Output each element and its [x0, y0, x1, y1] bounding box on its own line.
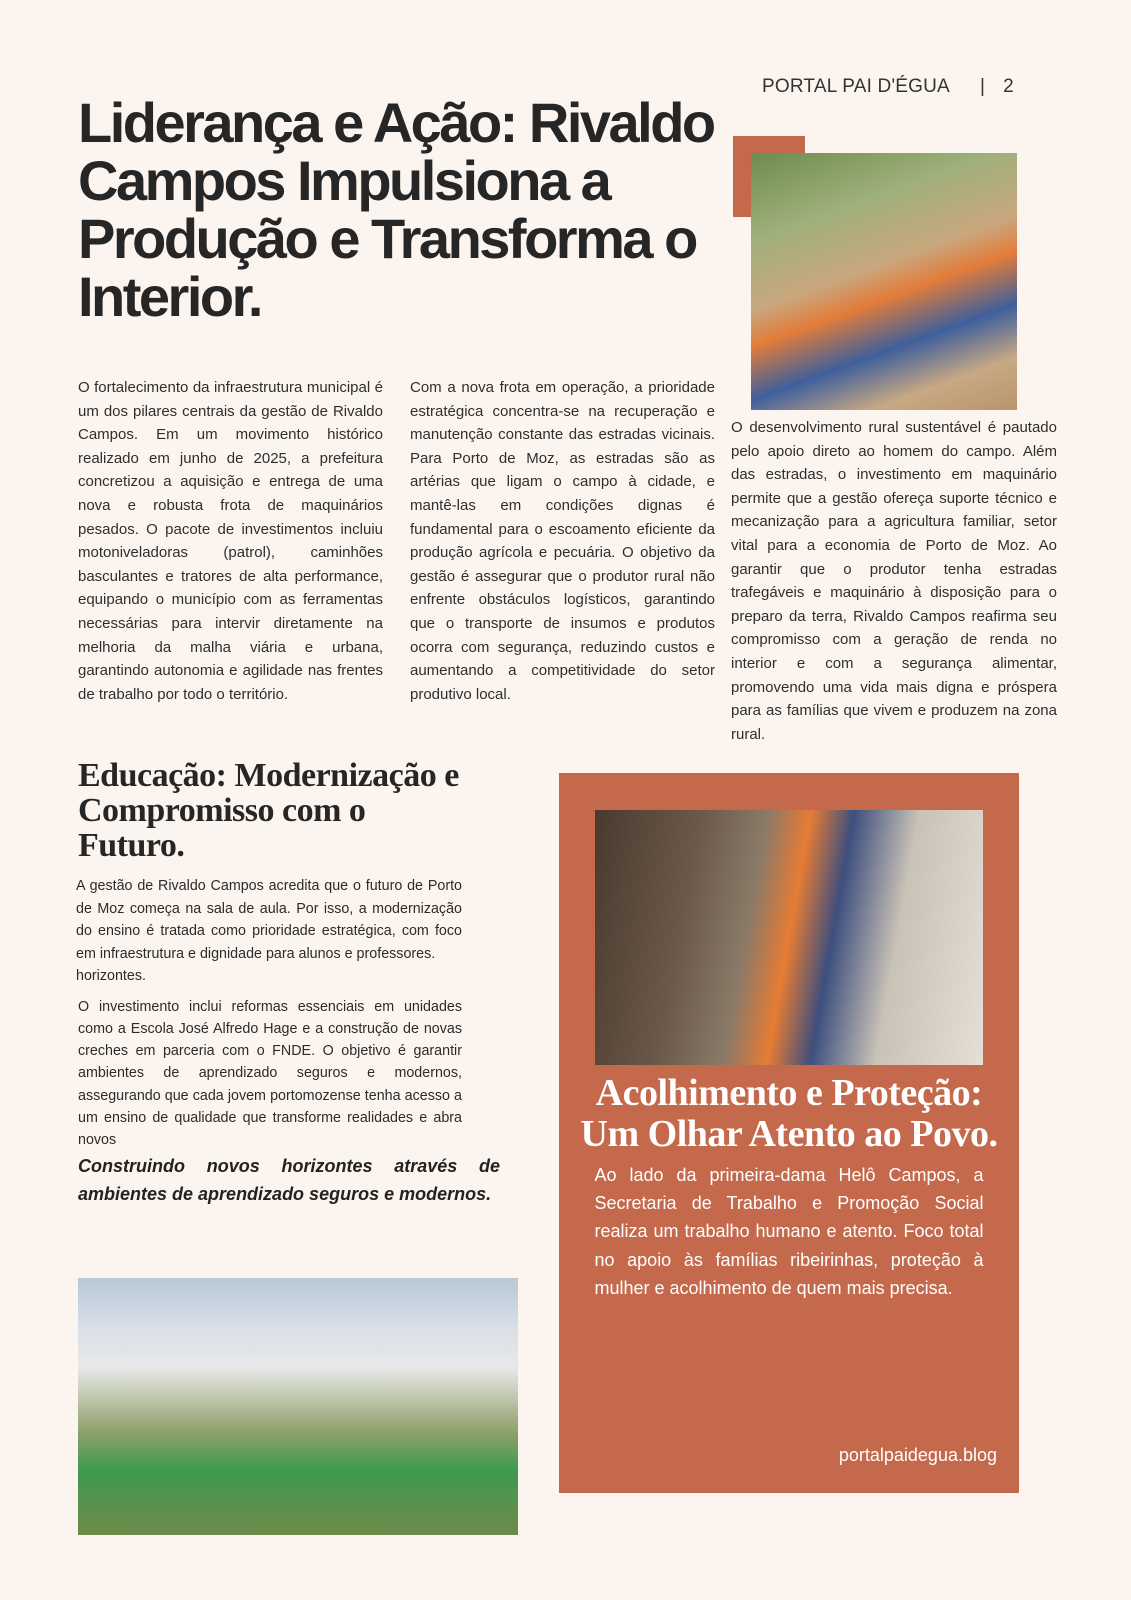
education-heading: Educação: Modernização e Compromisso com o Futuro. — [78, 757, 459, 864]
page-number: 2 — [1003, 76, 1014, 97]
body-column-2: Com a nova frota em operação, a prioridade estratégica concentra-se na recuperação e manutenção constante das estradas vicinais. Para Porto de Moz, as estradas são as artérias que ligam o campo à cidade, e mantê-las em condições dignas é fundamental para o escoamento eficiente da produção agrícola e pecuária. O objetivo da gestão é assegurar que o produtor rural não enfrente obstáculos logísticos, garantindo que o transporte de insumos e produtos ocorra com segurança, reduzindo custos e aumentando a competitividade do setor produtivo local. — [410, 379, 715, 703]
photo-social-assistance-visit — [595, 810, 983, 1065]
education-paragraph-2: O investimento inclui reformas essenciais em unidades como a Escola José Alfredo Hage e a construção de novas creches em parceria com o FNDE. O objetivo é garantir ambientes de aprendizado seguros e modernos, assegurando que cada jovem portomozense tenha acesso a um ensino de qualidade que transforme realidades e abra novos — [78, 998, 462, 1149]
photo-mayor-with-students — [78, 1278, 518, 1535]
education-paragraph-1: A gestão de Rivaldo Campos acredita que o futuro de Porto de Moz começa na sala de aula. Por isso, a modernização do ensino é tratada como prioridade estratégica, com foco em infraestrutura e dignidade para alunos e professores. — [76, 878, 462, 962]
education-section — [76, 758, 500, 1208]
social-feature-box — [559, 773, 1019, 1493]
social-paragraph: Ao lado da primeira-dama Helô Campos, a Secretaria de Trabalho e Promoção Social realiza um trabalho humano e atento. Foco total no apoio às famílias ribeirinhas, proteção à mulher e acolhimento de quem mais precisa. — [594, 1165, 984, 1298]
education-pull-quote: Construindo novos horizontes através de ambientes de aprendizado seguros e modernos. — [78, 1155, 500, 1204]
photo-mayor-with-farmers — [751, 153, 1017, 410]
social-heading: Acolhimento e Proteção: Um Olhar Atento ao Povo. — [580, 1072, 998, 1155]
article-title: Liderança e Ação: Rivaldo Campos Impulsiona a Produção e Transforma o Interior. — [78, 91, 714, 328]
website-link[interactable]: portalpaidegua.blog — [838, 1445, 997, 1465]
social-content — [559, 810, 1019, 1302]
publication-name: PORTAL PAI D'ÉGUA — [762, 76, 950, 97]
education-paragraph-1-tail: horizontes. — [76, 968, 146, 984]
page-header — [762, 76, 1014, 98]
body-column-1: O fortalecimento da infraestrutura municipal é um dos pilares centrais da gestão de Rivaldo Campos. Em um movimento histórico realizado em junho de 2025, a prefeitura concretizou a aquisição e entrega de uma nova e robusta frota de maquinários pesados. O pacote de investimentos incluiu motoniveladoras (patrol), caminhões basculantes e tratores de alta performance, equipando o município com as ferramentas necessárias para intervir diretamente na melhoria da malha viária e urbana, garantindo autonomia e agilidade nas frentes de trabalho por todo o território. — [78, 379, 383, 703]
header-separator: | — [979, 76, 986, 97]
body-column-3: O desenvolvimento rural sustentável é pautado pelo apoio direto ao homem do campo. Além das estradas, o investimento em maquinário permite que a gestão ofereça suporte técnico e mecanização para a agricultura familiar, setor vital para a economia de Porto de Moz. Ao garantir que o produtor tenha estradas trafegáveis e maquinário à disposição para o preparo da terra, Rivaldo Campos reafirma seu compromisso com a geração de renda no interior e com a segurança alimentar, promovendo uma vida mais digna e próspera para as famílias que vivem e produzem na zona rural. — [731, 419, 1057, 743]
